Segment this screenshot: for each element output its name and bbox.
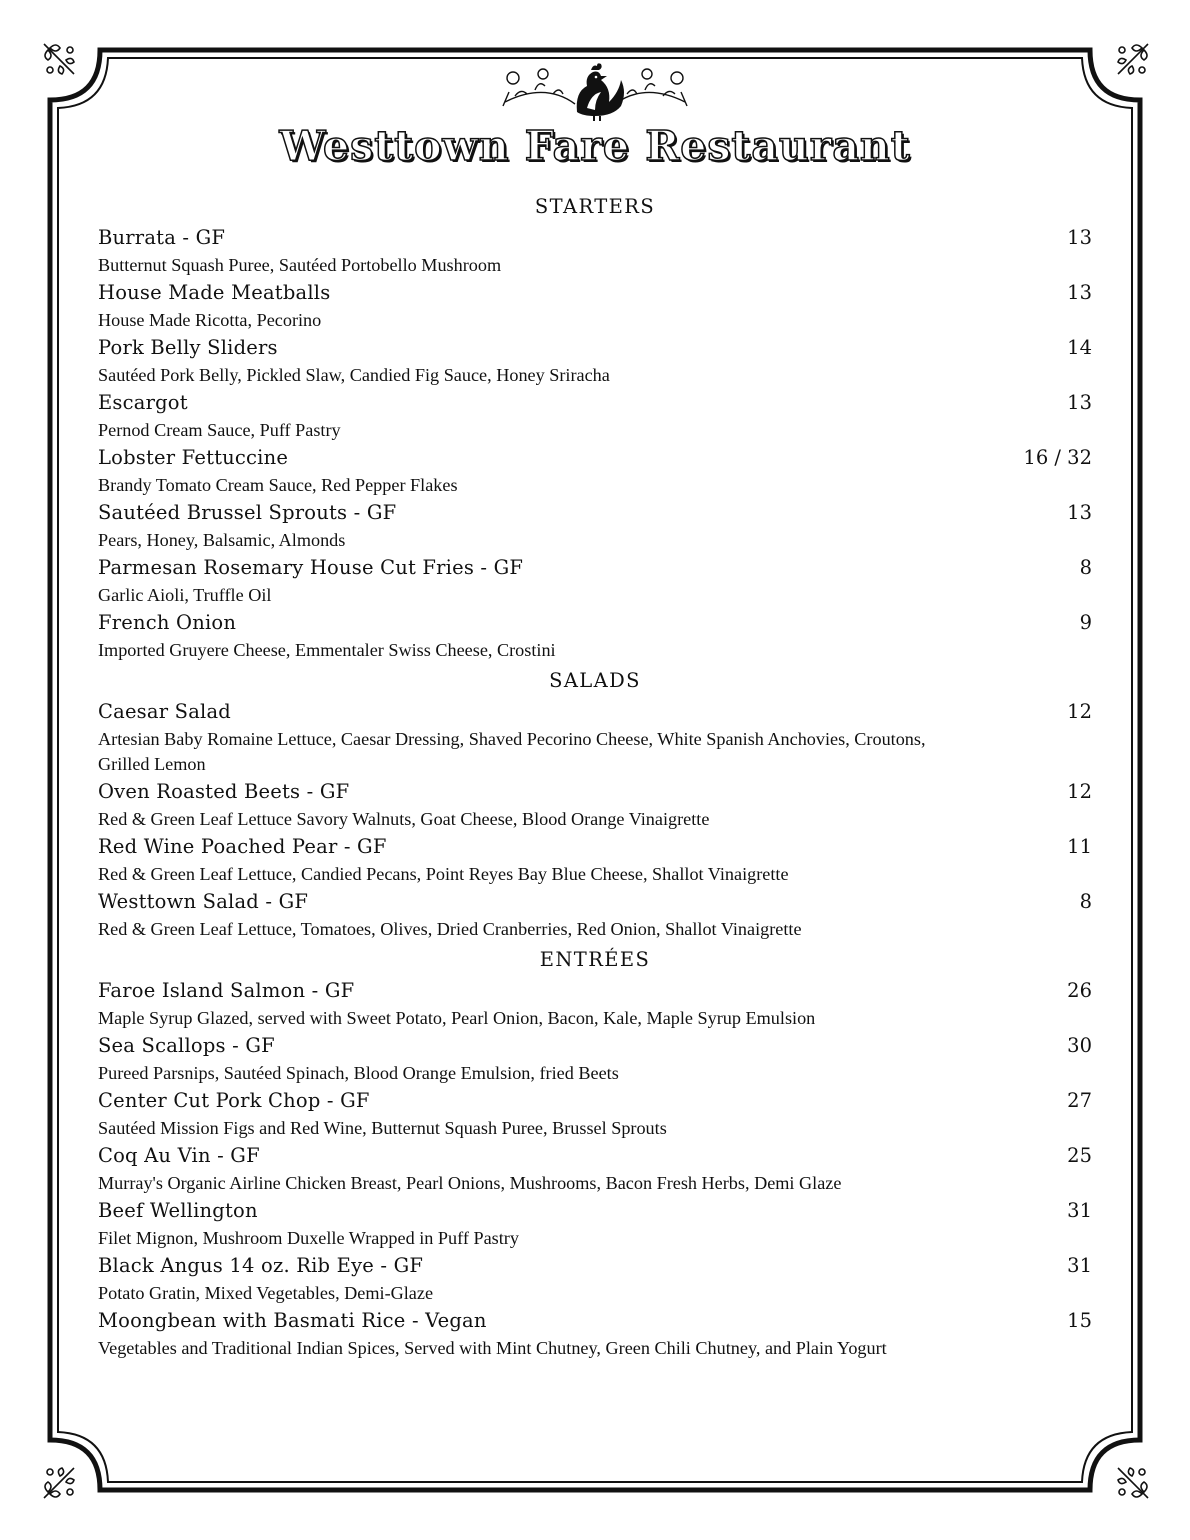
item-price: 31: [1067, 1199, 1092, 1222]
item-name: Moongbean with Basmati Rice - Vegan: [98, 1309, 487, 1332]
menu-item: [98, 226, 1092, 278]
menu-item: [98, 501, 1092, 553]
menu-item: [98, 446, 1092, 498]
restaurant-title: Westtown Fare Restaurant: [279, 122, 911, 170]
section-entrees: [98, 945, 1092, 1361]
item-description: Red & Green Leaf Lettuce Savory Walnuts, Goat Cheese, Blood Orange Vinaigrette: [98, 809, 710, 829]
item-price: 31: [1067, 1254, 1092, 1277]
item-price: 9: [1079, 611, 1092, 634]
item-name: Westtown Salad - GF: [98, 890, 309, 913]
section-salads: [98, 666, 1092, 942]
corner-flourish-icon: [1112, 1462, 1152, 1502]
menu-item: [98, 700, 1092, 777]
rooster-crest-icon: [495, 62, 695, 122]
item-name: Pork Belly Sliders: [98, 336, 278, 359]
item-description: Pears, Honey, Balsamic, Almonds: [98, 530, 346, 550]
menu-item: [98, 1144, 1092, 1196]
menu-item: [98, 1254, 1092, 1306]
menu-content: [98, 192, 1092, 1364]
menu-item: [98, 611, 1092, 663]
item-price: 15: [1067, 1309, 1092, 1332]
item-price: 14: [1067, 336, 1092, 359]
item-description: Red & Green Leaf Lettuce, Candied Pecans, Point Reyes Bay Blue Cheese, Shallot Vinaigrette: [98, 864, 789, 884]
item-description: Maple Syrup Glazed, served with Sweet Potato, Pearl Onion, Bacon, Kale, Maple Syrup Emulsion: [98, 1008, 816, 1028]
menu-item: [98, 890, 1092, 942]
item-name: Parmesan Rosemary House Cut Fries - GF: [98, 556, 524, 579]
item-description: Pureed Parsnips, Sautéed Spinach, Blood Orange Emulsion, fried Beets: [98, 1063, 619, 1083]
item-price: 13: [1067, 226, 1092, 249]
corner-flourish-icon: [40, 40, 80, 80]
item-price: 12: [1067, 700, 1092, 723]
item-description: Vegetables and Traditional Indian Spices, Served with Mint Chutney, Green Chili Chutney, and Plain Yogurt: [98, 1338, 887, 1358]
item-name: Coq Au Vin - GF: [98, 1144, 260, 1167]
item-name: Red Wine Poached Pear - GF: [98, 835, 387, 858]
item-description: Sautéed Mission Figs and Red Wine, Butternut Squash Puree, Brussel Sprouts: [98, 1118, 667, 1138]
menu-item: [98, 1309, 1092, 1361]
section-heading: SALADS: [549, 669, 641, 692]
item-name: Sautéed Brussel Sprouts - GF: [98, 501, 397, 524]
item-description: Butternut Squash Puree, Sautéed Portobello Mushroom: [98, 255, 502, 275]
item-price: 13: [1067, 501, 1092, 524]
section-heading: ENTRÉES: [539, 948, 651, 971]
item-price: 13: [1067, 281, 1092, 304]
item-description: Brandy Tomato Cream Sauce, Red Pepper Flakes: [98, 475, 458, 495]
item-description: Sautéed Pork Belly, Pickled Slaw, Candied Fig Sauce, Honey Sriracha: [98, 365, 610, 385]
item-name: Oven Roasted Beets - GF: [98, 780, 350, 803]
item-name: Escargot: [98, 391, 188, 414]
item-description: Pernod Cream Sauce, Puff Pastry: [98, 420, 341, 440]
item-name: Burrata - GF: [98, 226, 226, 249]
item-name: Black Angus 14 oz. Rib Eye - GF: [98, 1254, 424, 1277]
item-description: Imported Gruyere Cheese, Emmentaler Swiss Cheese, Crostini: [98, 640, 556, 660]
item-price: 27: [1067, 1089, 1092, 1112]
item-price: 25: [1067, 1144, 1092, 1167]
section-heading: STARTERS: [534, 195, 656, 218]
menu-item: [98, 556, 1092, 608]
menu-item: [98, 1034, 1092, 1086]
menu-item: [98, 780, 1092, 832]
item-price: 12: [1067, 780, 1092, 803]
item-description: Artesian Baby Romaine Lettuce, Caesar Dressing, Shaved Pecorino Cheese, White Spanish Anchovies, Croutons, Grilled Lemon: [98, 729, 926, 774]
item-price: 8: [1079, 556, 1092, 579]
item-name: French Onion: [98, 611, 237, 634]
item-price: 26: [1067, 979, 1092, 1002]
item-description: Potato Gratin, Mixed Vegetables, Demi-Glaze: [98, 1283, 434, 1303]
corner-flourish-icon: [1112, 40, 1152, 80]
item-description: Red & Green Leaf Lettuce, Tomatoes, Olives, Dried Cranberries, Red Onion, Shallot Vinaigrette: [98, 919, 802, 939]
item-description: Murray's Organic Airline Chicken Breast, Pearl Onions, Mushrooms, Bacon Fresh Herbs, Demi Glaze: [98, 1173, 842, 1193]
item-description: Garlic Aioli, Truffle Oil: [98, 585, 272, 605]
corner-flourish-icon: [40, 1462, 80, 1502]
item-name: Sea Scallops - GF: [98, 1034, 275, 1057]
item-name: Faroe Island Salmon - GF: [98, 979, 355, 1002]
item-price: 30: [1067, 1034, 1092, 1057]
menu-item: [98, 391, 1092, 443]
item-name: Caesar Salad: [98, 700, 231, 723]
menu-item: [98, 1199, 1092, 1251]
item-price: 8: [1079, 890, 1092, 913]
item-name: Lobster Fettuccine: [98, 446, 289, 469]
item-price: 13: [1067, 391, 1092, 414]
item-price: 11: [1067, 835, 1092, 858]
item-description: Filet Mignon, Mushroom Duxelle Wrapped in Puff Pastry: [98, 1228, 519, 1248]
menu-item: [98, 835, 1092, 887]
menu-item: [98, 1089, 1092, 1141]
menu-item: [98, 281, 1092, 333]
item-name: Beef Wellington: [98, 1199, 258, 1222]
item-name: House Made Meatballs: [98, 281, 331, 304]
item-name: Center Cut Pork Chop - GF: [98, 1089, 370, 1112]
section-starters: [98, 192, 1092, 663]
item-description: House Made Ricotta, Pecorino: [98, 310, 322, 330]
menu-item: [98, 336, 1092, 388]
menu-item: [98, 979, 1092, 1031]
item-price: 16 / 32: [1023, 446, 1092, 469]
